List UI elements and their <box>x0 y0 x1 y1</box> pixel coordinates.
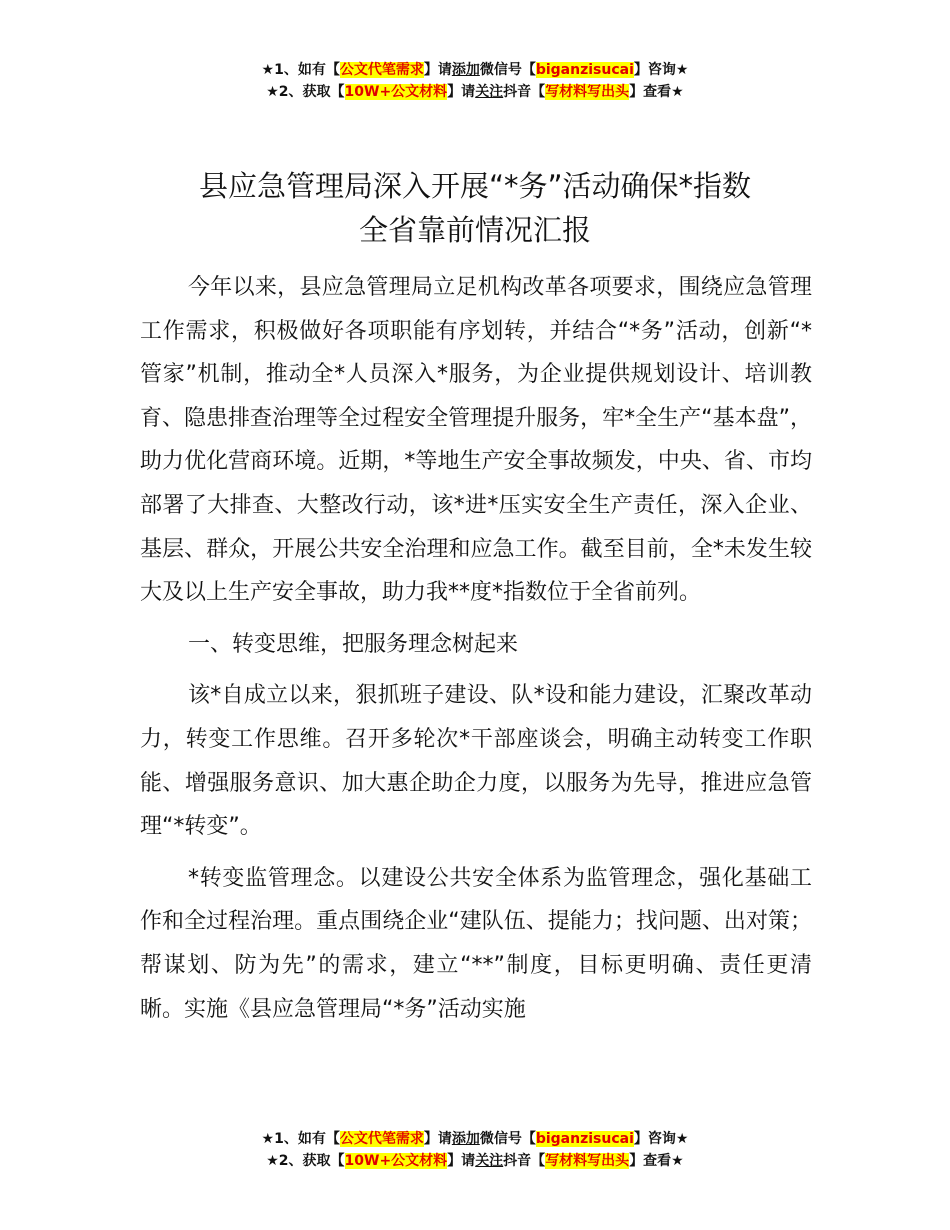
banner-text: ★1、如有【 <box>261 62 340 78</box>
banner-text: ★2、获取【 <box>266 1153 345 1169</box>
banner-text: 】查看★ <box>629 84 684 100</box>
footer-banner <box>0 1128 950 1172</box>
highlighted-text: 10W+公文材料 <box>344 1153 448 1169</box>
banner-text: 】请 <box>447 1153 476 1169</box>
banner-text: 抖音【 <box>503 1153 546 1169</box>
banner-text: 】请 <box>447 84 476 100</box>
banner-text: 抖音【 <box>503 84 546 100</box>
highlighted-text: 公文代笔需求 <box>339 1131 424 1147</box>
body-paragraph: 今年以来，县应急管理局立足机构改革各项要求，围绕应急管理工作需求，积极做好各项职能有序划转，并结合“*务”活动，创新“*管家”机制，推动全*人员深入*服务，为企业提供规划设计、培训教育、隐患排查治理等全过程安全管理提升服务，牢*全生产“基本盘”，助力优化营商环境。近期，*等地生产安全事故频发，中央、省、市均部署了大排查、大整改行动，该*进*压实安全生产责任，深入企业、基层、群众，开展公共安全治理和应急工作。截至目前，全*未发生较大及以上生产安全事故，助力我**度*指数位于全省前列。 <box>140 275 812 606</box>
underlined-text: 添加 <box>451 1131 480 1147</box>
banner-text: ★2、获取【 <box>266 84 345 100</box>
banner-text: 微信号【 <box>479 1131 536 1147</box>
body-paragraph: 该*自成立以来，狠抓班子建设、队*设和能力建设，汇聚改革动力，转变工作思维。召开多轮次*干部座谈会，明确主动转变工作职能、增强服务意识、加大惠企助企力度，以服务为先导，推进应急管理“*转变”。 <box>140 683 812 840</box>
banner-text: 】咨询★ <box>633 62 689 78</box>
banner-line-2 <box>0 1150 950 1172</box>
banner-line-2 <box>0 81 950 103</box>
underlined-text: 关注 <box>475 84 504 100</box>
document-title <box>100 164 850 252</box>
highlighted-text: biganzisucai <box>535 1131 634 1147</box>
highlighted-text: 公文代笔需求 <box>339 62 424 78</box>
title-line-1: 县应急管理局深入开展“*务”活动确保*指数 <box>198 169 752 203</box>
banner-text: 微信号【 <box>479 62 536 78</box>
highlighted-text: biganzisucai <box>535 62 634 78</box>
underlined-text: 添加 <box>451 62 480 78</box>
banner-text: 】咨询★ <box>633 1131 689 1147</box>
underlined-text: 关注 <box>475 1153 504 1169</box>
highlighted-text: 写材料写出头 <box>545 1153 630 1169</box>
banner-text: 】查看★ <box>629 1153 684 1169</box>
highlighted-text: 10W+公文材料 <box>344 84 448 100</box>
banner-text: 】请 <box>423 1131 452 1147</box>
banner-line-1 <box>0 1128 950 1150</box>
header-banner <box>0 59 950 103</box>
document-body <box>140 266 812 1031</box>
highlighted-text: 写材料写出头 <box>545 84 630 100</box>
section-heading: 一、转变思维，把服务理念树起来 <box>188 631 519 657</box>
banner-line-1 <box>0 59 950 81</box>
title-line-2: 全省靠前情况汇报 <box>358 213 591 247</box>
banner-text: ★1、如有【 <box>261 1131 340 1147</box>
banner-text: 】请 <box>423 62 452 78</box>
body-paragraph: *转变监管理念。以建设公共安全体系为监管理念，强化基础工作和全过程治理。重点围绕企业“建队伍、提能力；找问题、出对策；帮谋划、防为先”的需求，建立“**”制度，目标更明确、责任更清晰。实施《县应急管理局“*务”活动实施 <box>140 865 812 1022</box>
